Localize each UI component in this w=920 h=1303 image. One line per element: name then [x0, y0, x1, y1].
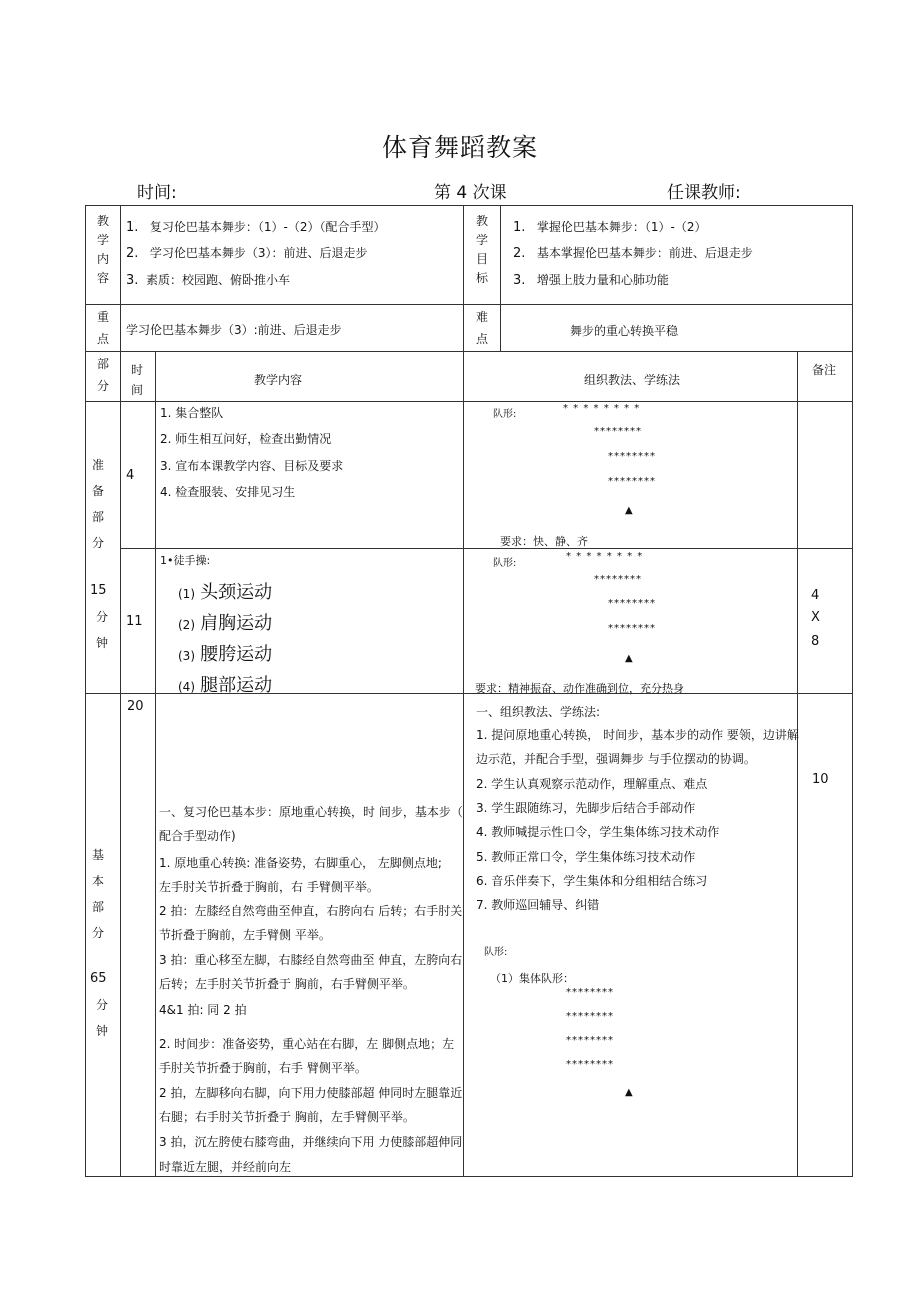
prep-row1-formation-label: 队形: [493, 409, 517, 420]
page-title: 体育舞蹈教案 [381, 133, 538, 162]
basic-content-line: 时靠近左腿，并经前向左 [159, 1160, 292, 1174]
key-text: 学习伦巴基本舞步（3）:前进、后退走步 [126, 323, 342, 337]
content-item-1: 1. 复习伦巴基本舞步：（1）-（2）（配合手型） [126, 220, 386, 235]
col-content: 教学内容 [254, 373, 303, 387]
exercise-item: (1) 头颈运动 [178, 582, 273, 603]
teacher-marker-icon: ▲ [625, 1087, 633, 1098]
basic-content-line: 右腿；右手肘关节折叠于 胸前，左手臂侧平举。 [159, 1110, 415, 1124]
prep-row2-heading: 1•徒手操: [160, 554, 211, 567]
prep-row1-requirement: 要求：快、静、齐 [500, 535, 588, 548]
prep-row2-formation-label: 队形: [493, 558, 517, 569]
difficulty-label: 难 点 [475, 310, 488, 346]
basic-content-line: 后转；左手肘关节折叠于 胸前，右手臂侧平举。 [159, 977, 415, 991]
basic-method-line: 7. 教师巡回辅导、纠错 [476, 898, 600, 912]
prep-row1-item-1: 1. 集合整队 [160, 406, 224, 420]
formation-row: ******** [566, 1035, 614, 1046]
col-method: 组织教法、学练法 [584, 373, 681, 387]
prep-row1-item-4: 4. 检查服装、安排见习生 [160, 485, 296, 499]
formation-row: ******** [594, 426, 642, 437]
teacher-marker-icon: ▲ [625, 653, 633, 664]
basic-content-line: 3 拍：重心移至左脚，右膝经自然弯曲至 伸直，左胯向右 [159, 953, 463, 967]
col-part: 部 分 [96, 357, 109, 393]
formation-row: * * * * * * * * [566, 551, 644, 562]
basic-content-line: 2. 时间步：准备姿势，重心站在右脚，左 脚侧点地；左 [159, 1037, 455, 1051]
formation-row: ******** [566, 987, 614, 998]
formation-row: ******** [608, 476, 656, 487]
basic-content-line: 2 拍，左脚移向右脚，向下用力使膝部超 伸同时左腿靠近 [159, 1086, 463, 1100]
prep-row2-time: 11 [126, 614, 143, 629]
basic-formation-label: 队形: [484, 947, 508, 958]
basic-time: 20 [127, 699, 144, 714]
exercise-item: (3) 腰胯运动 [178, 644, 273, 665]
goal-label: 教 学 目 标 [475, 214, 488, 285]
basic-formation-sub: （1）集体队形： [490, 972, 574, 985]
basic-content-line: 1. 原地重心转换: 准备姿势，右脚重心， 左脚侧点地; [159, 856, 442, 870]
formation-row: * * * * * * * * [563, 403, 641, 414]
content-item-2: 2. 学习伦巴基本舞步（3）：前进、后退走步 [126, 246, 368, 261]
prep-row2-note-3: 8 [811, 634, 820, 649]
formation-row: ******** [594, 574, 642, 585]
basic-method-line: 一、组织教法、学练法: [476, 705, 601, 719]
prep-row2-note-1: 4 [811, 588, 820, 603]
basic-duration-label: 65 分 钟 [90, 971, 109, 1038]
basic-content-line: 节折叠于胸前，左手臂侧 平举。 [159, 928, 331, 942]
exercise-item: (2) 肩胸运动 [178, 613, 273, 634]
basic-content-line: 配合手型动作) [159, 829, 236, 843]
content-item-3: 3. 素质：校园跑、俯卧推小车 [126, 273, 291, 288]
formation-row: ******** [608, 623, 656, 634]
prep-row1-item-2: 2. 师生相互问好，检查出勤情况 [160, 432, 332, 446]
formation-row: ******** [608, 451, 656, 462]
prep-row2-requirement: 要求：精神振奋、动作准确到位，充分热身 [475, 682, 684, 695]
exercise-item: (4) 腿部运动 [178, 675, 273, 696]
basic-method-line: 6. 音乐伴奏下，学生集体和分组相结合练习 [476, 874, 708, 888]
basic-content-line: 手肘关节折叠于胸前，右手 臂侧平举。 [159, 1061, 367, 1075]
goal-item-2: 2. 基本掌握伦巴基本舞步：前进、后退走步 [513, 246, 753, 261]
goal-item-3: 3. 增强上肢力量和心肺功能 [513, 273, 669, 288]
formation-row: ******** [566, 1011, 614, 1022]
basic-method-line: 1. 提问原地重心转换， 时间步，基本步的动作 要领，边讲解 [476, 728, 799, 742]
basic-content-line: 4&1 拍: 同 2 拍 [159, 1003, 247, 1017]
time-label: 时间: [137, 183, 177, 203]
prep-part-label: 准 备 部 分 [91, 458, 104, 550]
basic-method-line: 边示范，并配合手型，强调舞步 与手位摆动的协调。 [476, 752, 756, 766]
col-note: 备注 [812, 363, 837, 377]
difficulty-text: 舞步的重心转换平稳 [570, 324, 679, 338]
basic-content-line: 左手肘关节折叠于胸前，右 手臂侧平举。 [159, 880, 379, 894]
formation-row: ******** [566, 1059, 614, 1070]
lesson-number: 第 4 次课 [434, 183, 507, 203]
teacher-marker-icon: ▲ [625, 505, 633, 516]
key-label: 重 点 [96, 310, 109, 346]
goal-item-1: 1. 掌握伦巴基本舞步：（1）-（2） [513, 220, 707, 235]
basic-content-line: 2 拍：左膝经自然弯曲至伸直，右胯向右 后转；右手肘关 [159, 904, 463, 918]
col-time: 时 间 [130, 363, 143, 397]
prep-row1-item-3: 3. 宣布本课教学内容、目标及要求 [160, 459, 344, 473]
basic-method-line: 2. 学生认真观察示范动作，理解重点、难点 [476, 777, 708, 791]
formation-row: ******** [608, 598, 656, 609]
basic-content-line: 一、复习伦巴基本步：原地重心转换，时 间步，基本步（ [159, 805, 463, 819]
prep-duration-label: 15 分 钟 [90, 583, 109, 650]
basic-method-line: 3. 学生跟随练习，先脚步后结合手部动作 [476, 801, 696, 815]
prep-row1-time: 4 [126, 468, 135, 483]
basic-method-line: 4. 教师喊提示性口令，学生集体练习技术动作 [476, 825, 720, 839]
basic-part-label: 基 本 部 分 [91, 848, 104, 940]
basic-note: 10 [812, 772, 829, 787]
basic-method-line: 5. 教师正常口令，学生集体练习技术动作 [476, 850, 696, 864]
content-label: 教 学 内 容 [96, 214, 109, 285]
teacher-label: 任课教师: [667, 183, 741, 203]
prep-row2-note-2: X [811, 610, 820, 625]
basic-content-line: 3 拍，沉左胯使右膝弯曲，并继续向下用 力使膝部超伸同 [159, 1135, 463, 1149]
